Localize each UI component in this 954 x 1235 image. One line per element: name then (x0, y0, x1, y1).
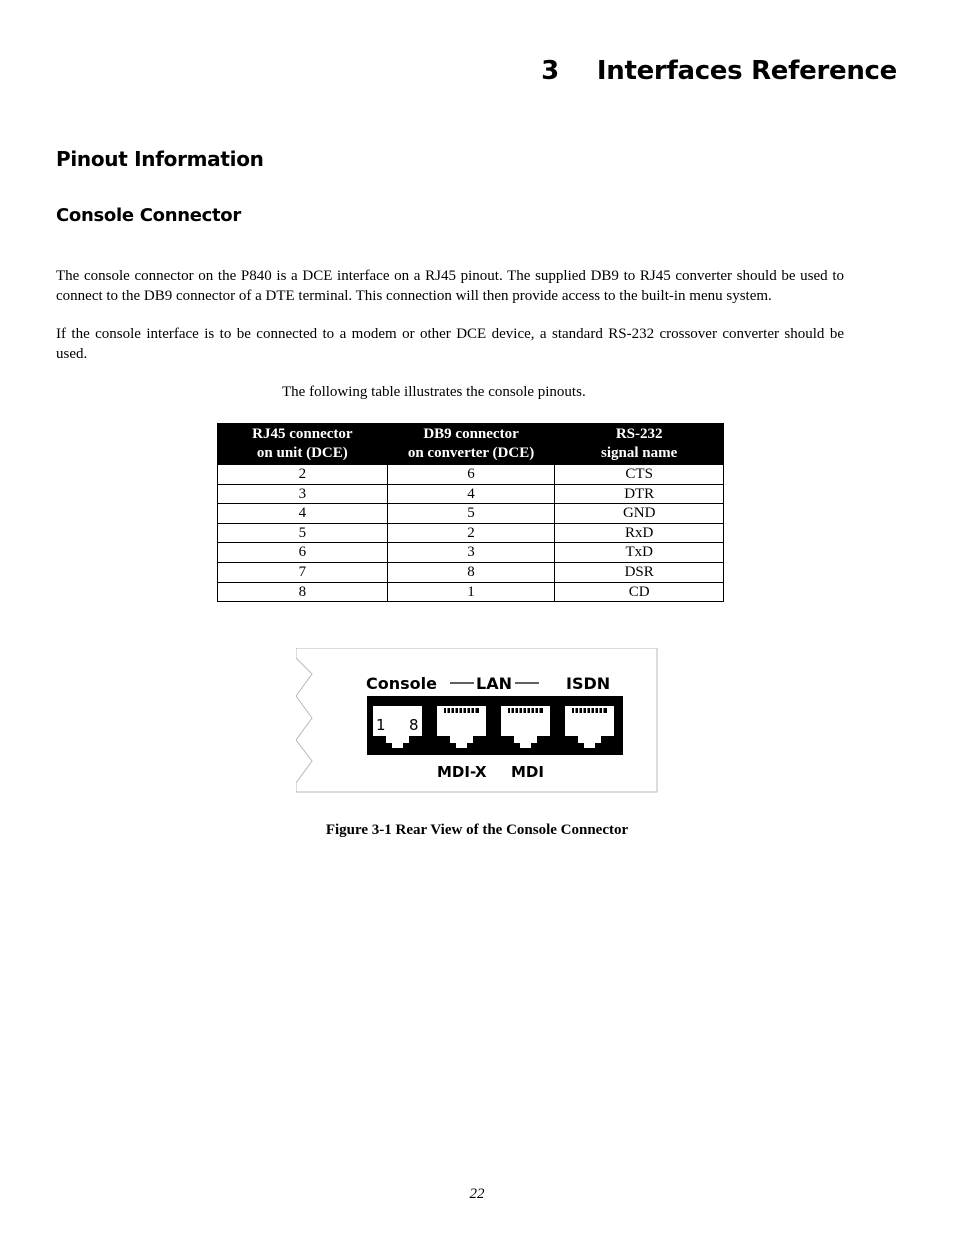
pinout-table (217, 423, 724, 602)
cell-signal: CTS (555, 465, 724, 485)
cell-rj45: 7 (218, 562, 388, 582)
cell-signal: CD (555, 582, 724, 602)
chapter-title (541, 56, 897, 86)
paragraph-crossover-note: If the console interface is to be connected to a modem or other DCE device, a standard RS-232 crossover converter should be used. (56, 326, 844, 362)
header-rj45: RJ45 connector on unit (DCE) (218, 424, 388, 465)
cell-db9: 5 (387, 504, 555, 524)
cell-rj45: 6 (218, 543, 388, 563)
table-row (218, 484, 724, 504)
table-row (218, 543, 724, 563)
cell-db9: 3 (387, 543, 555, 563)
table-row (218, 523, 724, 543)
cell-signal: RxD (555, 523, 724, 543)
label-isdn: ISDN (566, 674, 611, 693)
subsection-title: Console Connector (56, 205, 241, 226)
cell-db9: 8 (387, 562, 555, 582)
pin-label-1: 1 (376, 716, 386, 734)
table-row (218, 582, 724, 602)
table-intro: The following table illustrates the console pinouts. (282, 384, 586, 400)
label-lan: LAN (476, 674, 512, 693)
chapter-number: 3 (541, 56, 559, 86)
pin-label-8: 8 (409, 716, 419, 734)
table-row (218, 504, 724, 524)
paragraph-console-intro: The console connector on the P840 is a DCE interface on a RJ45 pinout. The supplied DB9 to RJ45 converter should be used to connect to the DB9 connector of a DTE terminal. This connection will then provide access to the built-in menu system. (56, 268, 844, 304)
cell-signal: TxD (555, 543, 724, 563)
cell-db9: 2 (387, 523, 555, 543)
cell-rj45: 3 (218, 484, 388, 504)
cell-signal: DTR (555, 484, 724, 504)
chapter-title-text: Interfaces Reference (596, 56, 897, 86)
table-row (218, 562, 724, 582)
cell-rj45: 5 (218, 523, 388, 543)
table-row (218, 465, 724, 485)
cell-db9: 6 (387, 465, 555, 485)
header-db9: DB9 connector on converter (DCE) (387, 424, 555, 465)
rear-panel-drawing (296, 648, 658, 793)
section-title: Pinout Information (56, 147, 264, 171)
label-mdix: MDI-X (437, 763, 487, 781)
cell-signal: DSR (555, 562, 724, 582)
cell-rj45: 8 (218, 582, 388, 602)
cell-signal: GND (555, 504, 724, 524)
rear-panel-figure (296, 648, 658, 793)
cell-rj45: 4 (218, 504, 388, 524)
table-header-row (218, 424, 724, 465)
header-signal: RS-232 signal name (555, 424, 724, 465)
label-console: Console (366, 674, 437, 693)
page-number: 22 (469, 1186, 485, 1202)
label-mdi: MDI (511, 763, 544, 781)
cell-rj45: 2 (218, 465, 388, 485)
cell-db9: 1 (387, 582, 555, 602)
cell-db9: 4 (387, 484, 555, 504)
figure-caption: Figure 3-1 Rear View of the Console Connector (325, 822, 629, 838)
